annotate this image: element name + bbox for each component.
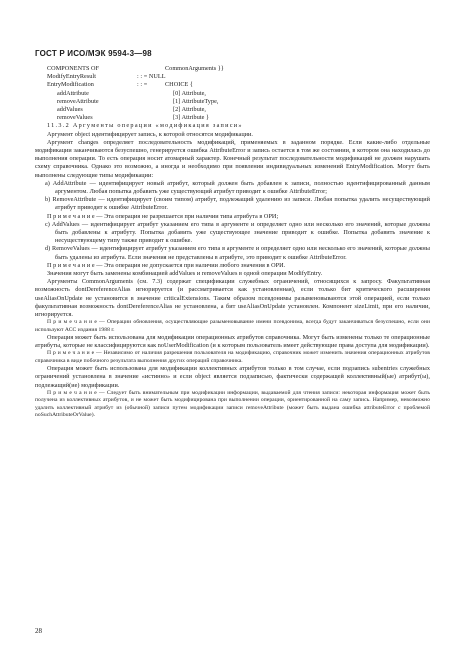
paragraph: Операция может быть использована для модификации коллективных атрибутов только в том случае, если подзапись subentries служебных ограничений установлена в значение «истинно» и если object является подзаписью, фактически содержащей коллективный(ые) атрибут(ы), подлежащий(ие) модификации.: [35, 365, 430, 389]
list-item-a: a) AddAttribute — идентифицирует новый атрибут, который должен быть добавлен к записи, полностью идентифицированный данным аргументом. Любая попытка добавить уже существующий атрибут приводит к ошибке AttributeError;: [45, 179, 430, 195]
asn-choice-line: addValues [2] Attribute,: [57, 105, 207, 113]
paragraph: Аргумент changes определяет последовательность модификаций, применяемых в заданном порядке. Если какие-либо отдельные модификации заканчиваются безуспешно, генерируется ошибка AttributeError и запись остается в том же состоянии, в котором она находилась до выполнения операции. То есть операция носит атомарный характер. Конечный результат последовательности модификаций не должен нарушать схему справочника. Однако это возможно, а иногда и необходимо при появлении индивидуальных изменений EntryModification. Могут быть выполнены следующие типы модификации:: [35, 138, 430, 179]
note: П р и м е ч а н и е — Эта операция не допускается при наличии любого значения в ОРИ.: [47, 261, 286, 269]
asn-definition: [47, 65, 430, 122]
asn-choice-line: removeAttribute [1] AttributeType,: [57, 97, 219, 105]
asn-choice-line: removeValues [3] Attribute }: [57, 114, 210, 122]
list-item-d: d) RemoveValues — идентифицирует атрибут указанием его типа в аргументе и определяет одно или несколько его значений, которые должны быть удалены из атрибута. Если значения не представлены в атрибуте, это приводит к ошибке AttributeError.: [45, 245, 430, 261]
note: П р и м е ч а н и е — Следует быть внимательным при модификации информации, выдаваемой для чтения записи: некоторая информация может быть получена из коллективных атрибутов, и не может быть модифицирована при выполнении операции, ориентированной на саму запись. Например, невозможно удалить коллективный атрибут из (обычной) записи путем модификации записи removeAttribute (может быть выдана ошибка attributeError с проблемой noSuchAttributeOrValue).: [35, 389, 430, 419]
paragraph: Аргументы CommonArguments (см. 7.3) содержат спецификации служебных ограничений, относящихся к запросу. Факультативная возможность dontDereferenceAlias игнорируется (и рассматривается как установленная), если только бит критического расширения useAliasOnUpdate не установится в значение criticalExtensions. Таким образом псевдонимы разыменовываются этой операцией, если только факультативная возможность dontDereferenceAlias не установлена, а бит useAliasOnUpdate установлен. Компонент sizeLimit, при его наличии, игнорируется.: [35, 278, 430, 318]
note: П р и м е ч а н и е — Независимо от наличия разрешения пользователя на модификацию, справочник может изменить значения операционных атрибутов справочника в виде побочного результата выполнения других операций справочника.: [35, 350, 430, 364]
paragraph: Значения могут быть заменены комбинацией addValues и removeValues в одной операции ModifyEntry.: [47, 269, 323, 277]
paragraph: Операция может быть использована для модификации операционных атрибутов справочника. Могут быть изменены только те операционные атрибуты, которые не классифицируются как noUserModification (и к которым пользователь имеет действующие права доступа для модификации).: [35, 334, 430, 350]
page-number: 28: [35, 627, 42, 635]
note: П р и м е ч а н и е — Операции обновления, осуществляющие разыменовывание имени псевдонима, всегда будут заканчиваться безуспешно, если они используют АСС издания 1988 г.: [35, 319, 430, 333]
page-header: ГОСТ Р ИСО/МЭК 9594-3—98: [35, 49, 152, 58]
asn-choice-line: addAttribute [0] Attribute,: [57, 89, 207, 97]
note: П р и м е ч а н и е — Эта операция не разрешается при наличии типа атрибута в ОРИ;: [47, 212, 279, 220]
asn-line: ModifyEntryResult : : = NULL: [47, 73, 166, 81]
section-title: 11.3.2 Аргументы операции «модификация записи»: [47, 122, 243, 130]
list-item-c: c) AddValues — идентифицирует атрибут указанием его типа в аргументе и определяет одно или несколько его значений, которые должны быть добавлены к атрибуту. Попытка добавить уже существующее значение приводит к ошибке. Попытка добавить значение к несуществующему типу также приводит к ошибке.: [45, 220, 430, 245]
page-content: [35, 65, 430, 419]
asn-line: EntryModification : : = CHOICE {: [47, 81, 193, 89]
paragraph: Аргумент object идентифицирует запись, к которой относятся модификации.: [47, 130, 253, 138]
asn-line: COMPONENTS OF CommonArguments }}: [47, 65, 224, 72]
list-item-b: b) RemoveAttribute — идентифицирует (своим типом) атрибут, подлежащий удалению из записи. Любая попытка удалить несуществующий атрибут приводит к ошибке AttributeError.: [45, 196, 430, 212]
